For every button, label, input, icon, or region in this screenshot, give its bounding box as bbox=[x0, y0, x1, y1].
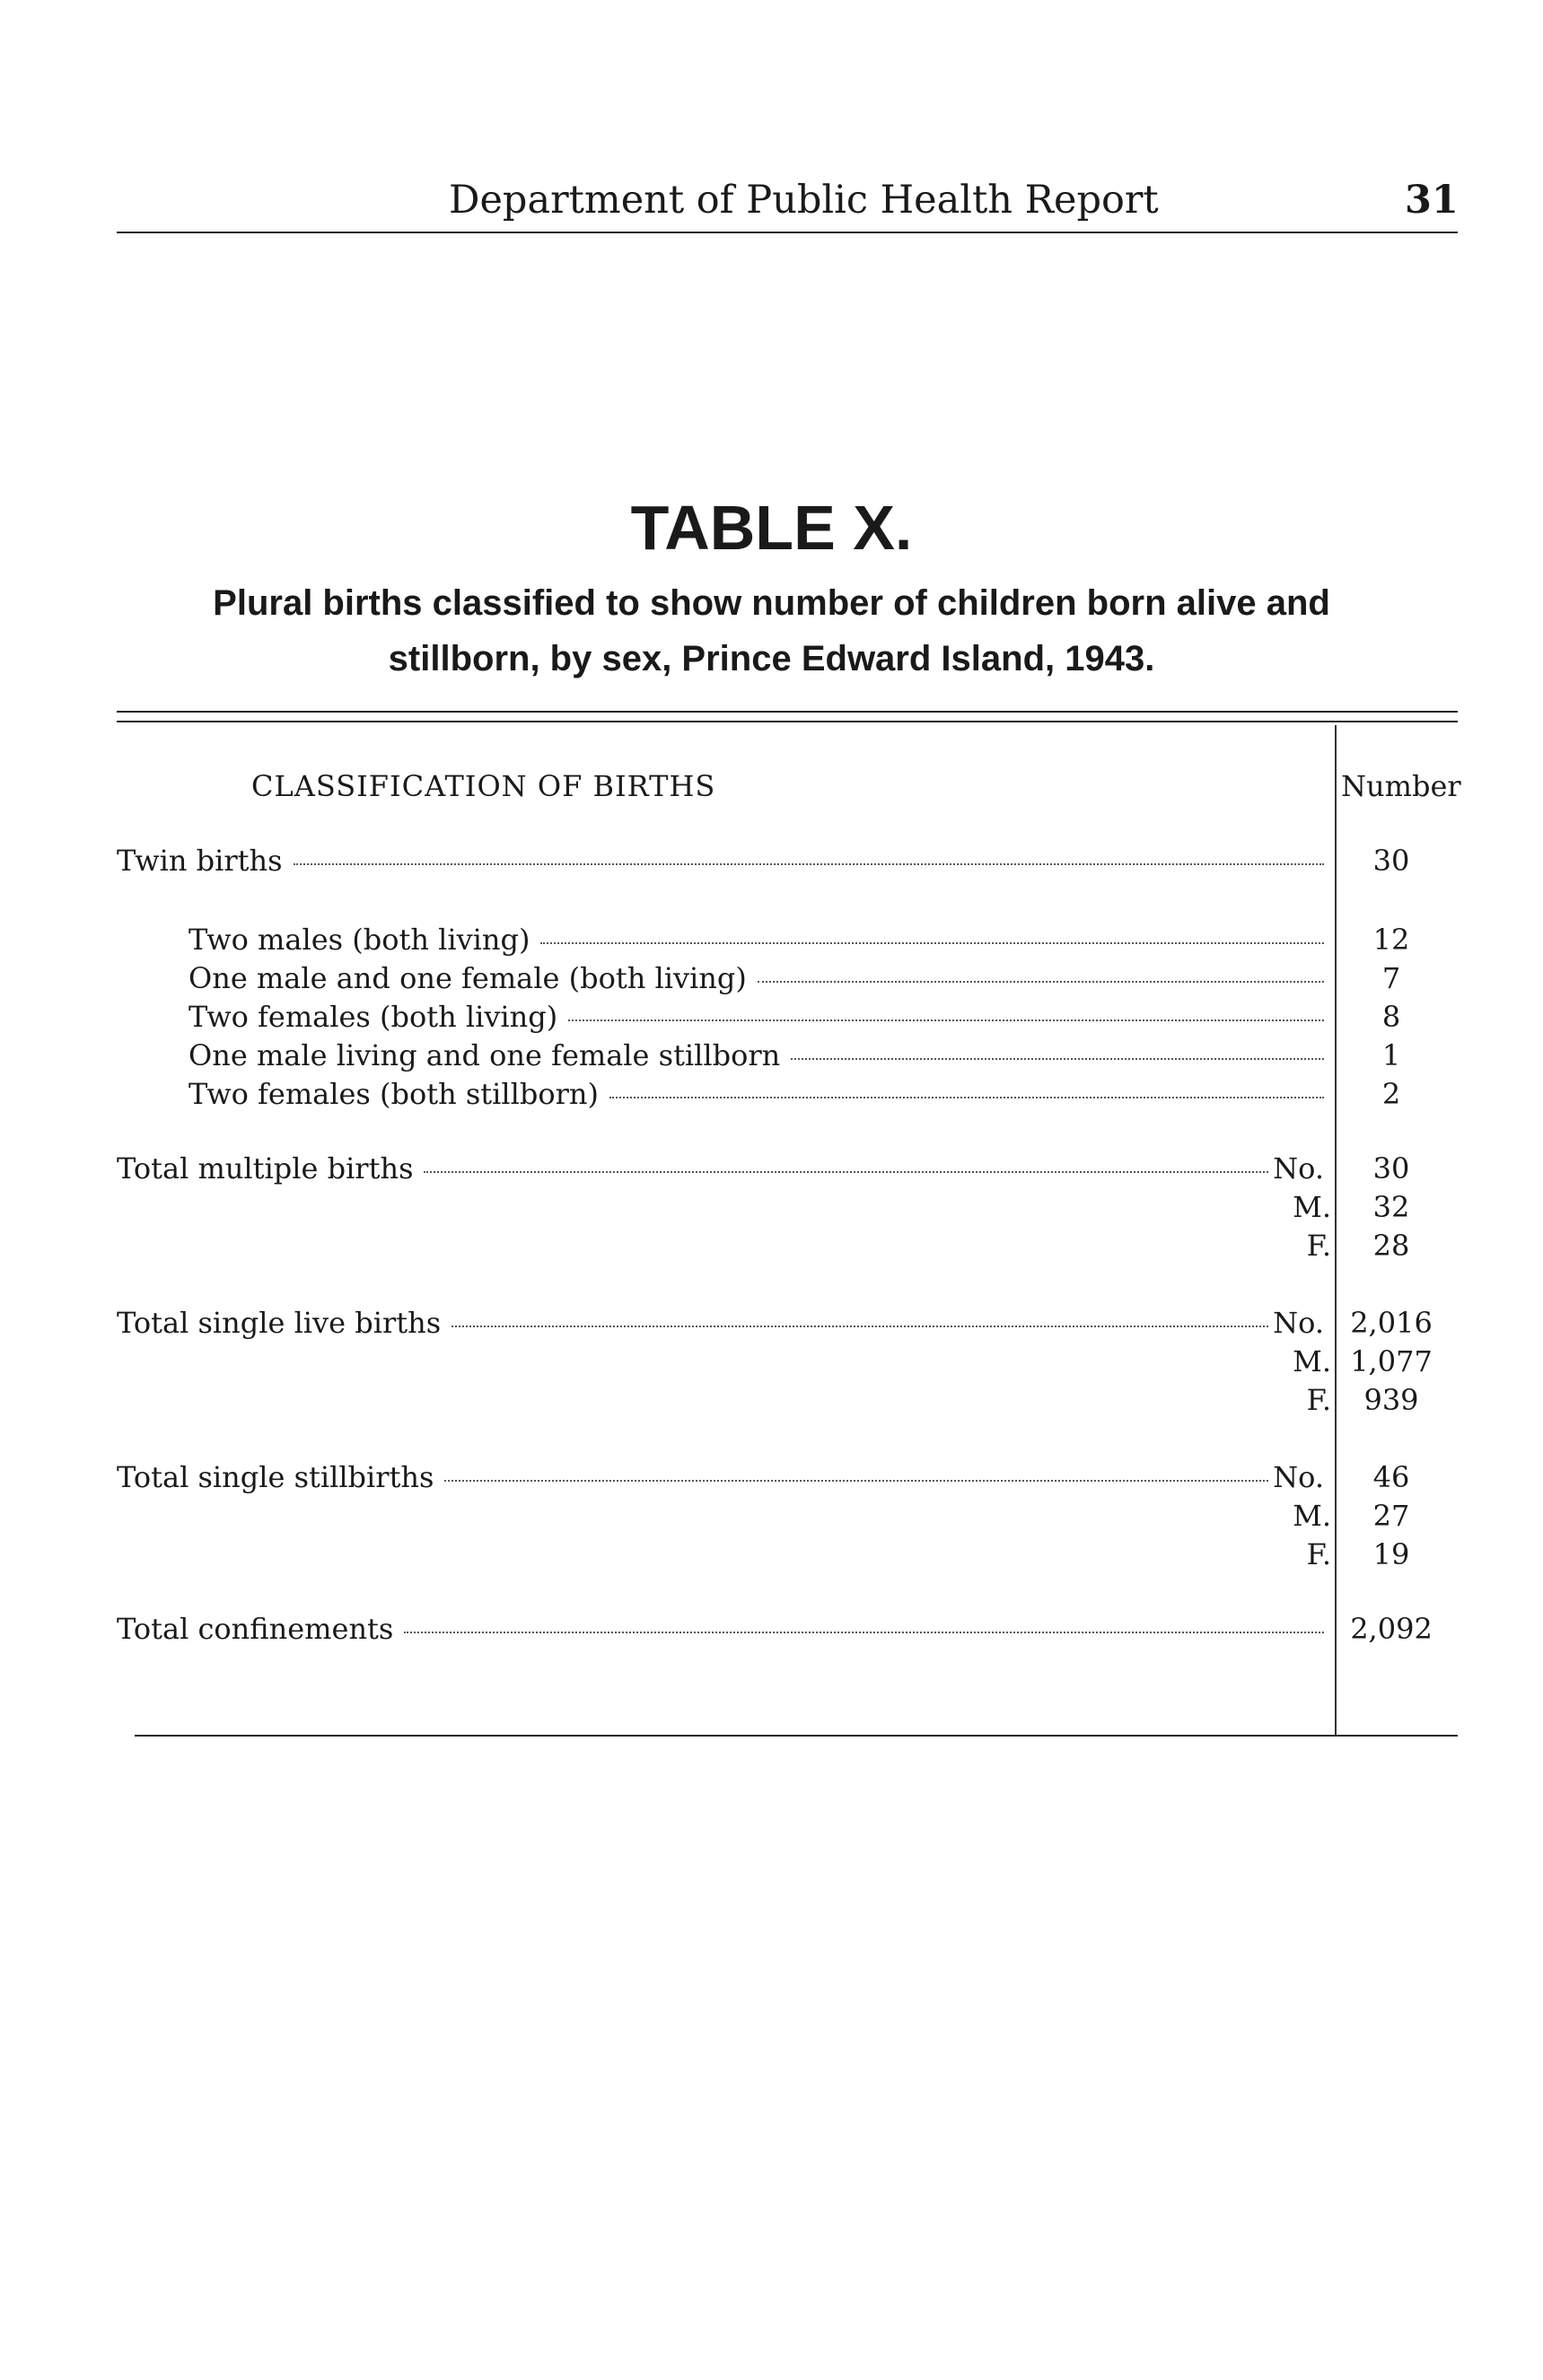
row-value-no: 30 bbox=[1372, 1151, 1410, 1186]
table-row-total-confinements bbox=[117, 1612, 1324, 1651]
row-value-m: 27 bbox=[1372, 1499, 1410, 1533]
row-label: Two females (both living) bbox=[188, 1000, 558, 1034]
row-value: 7 bbox=[1381, 961, 1401, 995]
table-row-twin-births bbox=[117, 844, 1324, 883]
row-value-m: 32 bbox=[1372, 1190, 1410, 1224]
sex-label-no: No. bbox=[1273, 1460, 1324, 1494]
table-row-two-males-living bbox=[188, 923, 1324, 962]
table-row-two-females-stillborn bbox=[188, 1077, 1324, 1116]
row-value-f: 19 bbox=[1372, 1537, 1410, 1571]
sex-label-m: M. bbox=[1293, 1190, 1331, 1224]
table-top-rule-inner bbox=[117, 721, 1458, 722]
row-label: Total multiple births bbox=[117, 1151, 414, 1186]
row-label: Total confinements bbox=[117, 1612, 394, 1646]
table-row-male-female-living bbox=[188, 961, 1324, 1001]
row-value-no: 2,016 bbox=[1350, 1306, 1433, 1340]
table-row-male-living-female-stillborn bbox=[188, 1038, 1324, 1078]
table-row-two-females-living bbox=[188, 1000, 1324, 1039]
table-top-rule bbox=[117, 711, 1458, 713]
sex-label-no: No. bbox=[1273, 1151, 1324, 1186]
sex-label-f: F. bbox=[1306, 1229, 1331, 1263]
sex-label-f: F. bbox=[1306, 1537, 1331, 1571]
column-divider bbox=[1335, 725, 1337, 1735]
sex-label-m: M. bbox=[1293, 1499, 1331, 1533]
header-rule bbox=[117, 232, 1458, 233]
row-value: 30 bbox=[1372, 844, 1410, 878]
table-bottom-rule bbox=[135, 1735, 1458, 1737]
table-row-total-single-still bbox=[117, 1460, 1324, 1500]
page-number: 31 bbox=[1405, 178, 1459, 223]
table-title: TABLE X. bbox=[630, 493, 913, 563]
table-subtitle-line2: stillborn, by sex, Prince Edward Island, 1943. bbox=[388, 639, 1155, 678]
sex-label-f: F. bbox=[1306, 1383, 1331, 1417]
row-value-m: 1,077 bbox=[1350, 1344, 1433, 1378]
row-label: Two females (both stillborn) bbox=[188, 1077, 599, 1111]
row-value: 1 bbox=[1381, 1038, 1401, 1072]
row-value: 12 bbox=[1372, 923, 1410, 957]
row-value-f: 28 bbox=[1372, 1229, 1410, 1263]
running-header-title: Department of Public Health Report bbox=[449, 178, 1159, 223]
row-label: One male living and one female stillborn bbox=[188, 1038, 781, 1072]
sex-label-no: No. bbox=[1273, 1306, 1324, 1340]
row-label: Two males (both living) bbox=[188, 923, 530, 957]
row-label: Twin births bbox=[117, 844, 283, 878]
table-subtitle-line1: Plural births classified to show number of children born alive and bbox=[213, 583, 1330, 623]
row-value: 8 bbox=[1381, 1000, 1401, 1034]
column-header-classification: CLASSIFICATION OF BIRTHS bbox=[251, 769, 716, 803]
row-label: One male and one female (both living) bbox=[188, 961, 747, 995]
row-value-f: 939 bbox=[1363, 1383, 1419, 1417]
row-label: Total single stillbirths bbox=[117, 1460, 434, 1494]
column-header-number: Number bbox=[1341, 769, 1461, 803]
table-row-total-multiple bbox=[117, 1151, 1324, 1191]
row-value: 2 bbox=[1381, 1077, 1401, 1111]
row-label: Total single live births bbox=[117, 1306, 442, 1340]
sex-label-m: M. bbox=[1293, 1344, 1331, 1378]
row-value: 2,092 bbox=[1350, 1612, 1433, 1646]
row-value-no: 46 bbox=[1372, 1460, 1410, 1494]
table-row-total-single-live bbox=[117, 1306, 1324, 1345]
